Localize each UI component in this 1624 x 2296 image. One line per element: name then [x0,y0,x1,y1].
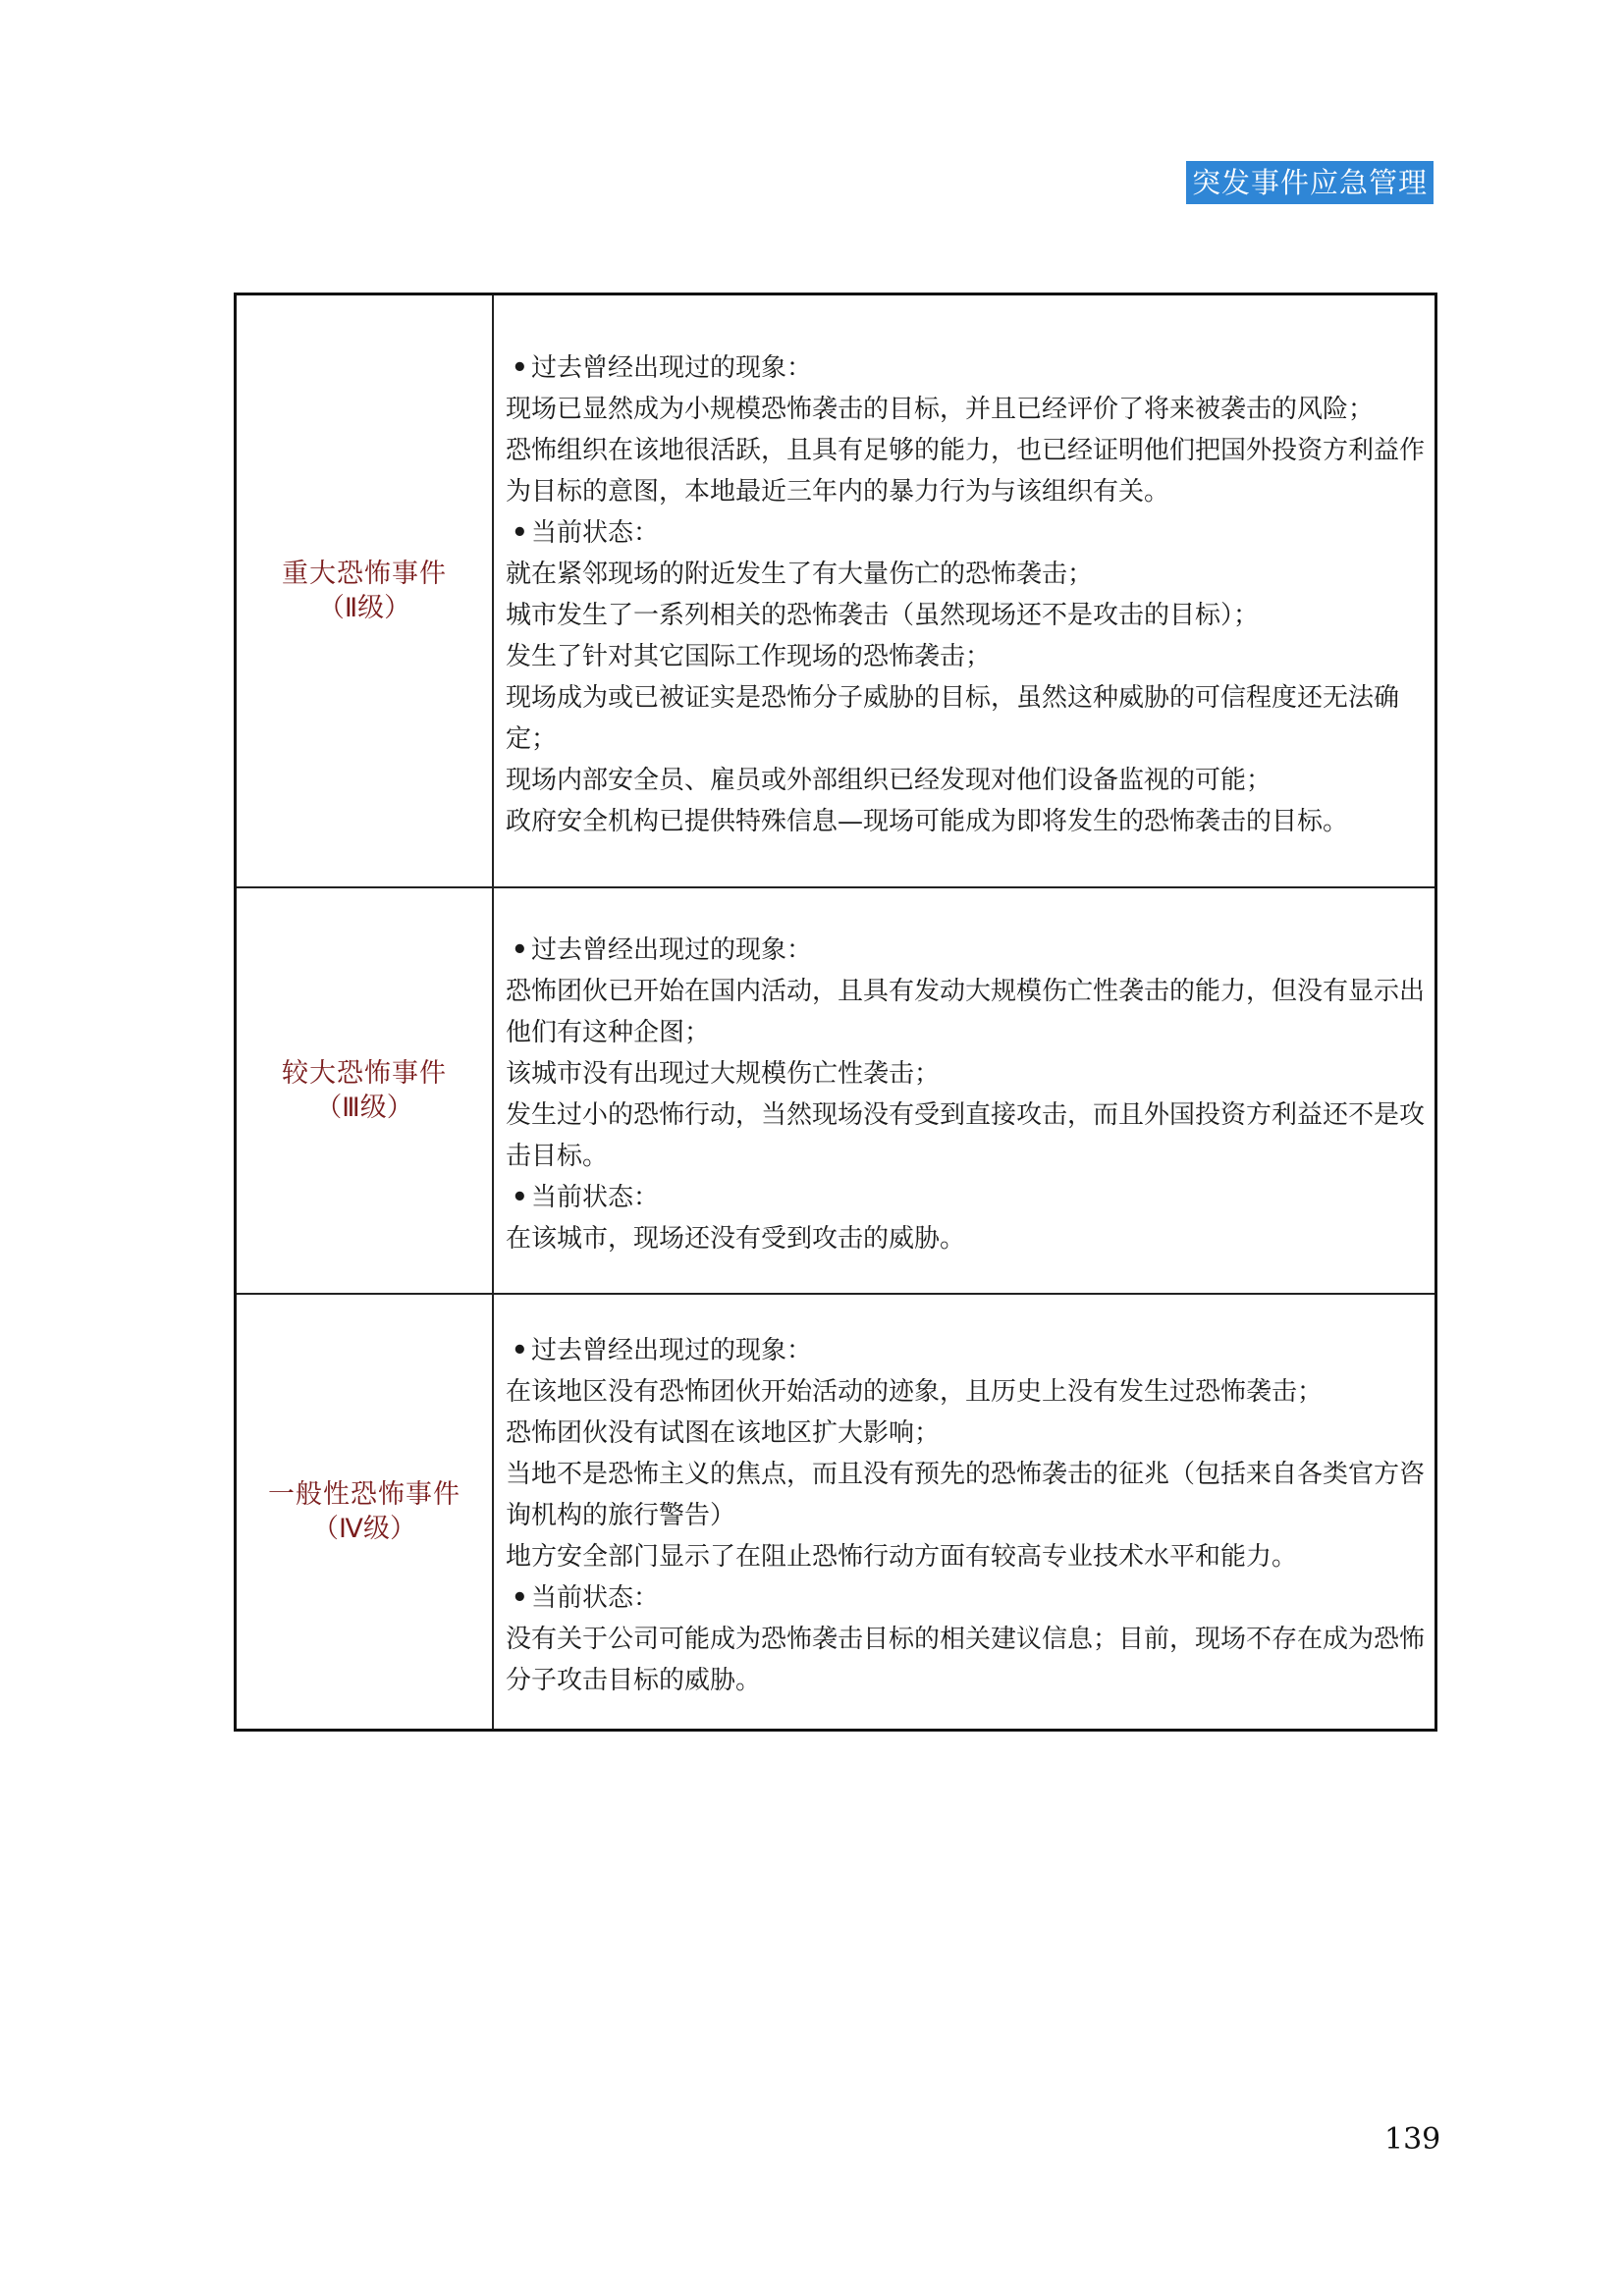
level-grade: （Ⅳ级） [312,1514,416,1544]
level-cell [236,1294,494,1731]
table-row [236,294,1436,888]
list-item: 该城市没有出现过大规模伤亡性袭击； [506,1059,941,1089]
page-number: 139 [1384,2122,1441,2157]
current-heading: • 当前状态： [506,1177,1431,1218]
description-cell [493,294,1436,888]
bullet-icon: • [512,353,528,383]
level-name: 较大恐怖事件 [282,1058,447,1089]
level-name: 重大恐怖事件 [282,559,447,589]
level-grade: （Ⅱ级） [317,593,411,623]
list-item: 发生过小的恐怖行动，当然现场没有受到直接攻击，而且外国投资方利益还不是攻击目标。 [506,1100,1426,1171]
past-heading: • 过去曾经出现过的现象： [506,930,1431,971]
current-heading: • 当前状态： [506,512,1431,554]
bullet-icon: • [512,935,528,965]
bullet-icon: • [512,1336,528,1365]
current-heading: • 当前状态： [506,1577,1431,1619]
list-item: 在该城市，现场还没有受到攻击的威胁。 [506,1224,966,1254]
description-cell [493,1294,1436,1731]
level-name: 一般性恐怖事件 [268,1479,460,1510]
list-item: 发生了针对其它国际工作现场的恐怖袭击； [506,642,992,671]
list-item: 现场内部安全员、雇员或外部组织已经发现对他们设备监视的可能； [506,766,1272,795]
level-cell [236,294,494,888]
terror-level-table [234,293,1437,1732]
section-header-tag: 突发事件应急管理 [1186,161,1434,204]
bullet-icon: • [512,518,528,548]
list-item: 当地不是恐怖主义的焦点，而且没有预先的恐怖袭击的征兆（包括来自各类官方咨询机构的旅行警告） [506,1460,1426,1530]
bullet-icon: • [512,1583,528,1613]
table-row [236,887,1436,1294]
list-item: 没有关于公司可能成为恐怖袭击目标的相关建议信息；目前，现场不存在成为恐怖分子攻击目标的威胁。 [506,1625,1426,1695]
past-heading: • 过去曾经出现过的现象： [506,1330,1431,1371]
list-item: 恐怖团伙没有试图在该地区扩大影响； [506,1418,941,1448]
list-item: 现场成为或已被证实是恐怖分子威胁的目标，虽然这种威胁的可信程度还无法确定； [506,683,1400,754]
level-cell [236,887,494,1294]
list-item: 恐怖组织在该地很活跃，且具有足够的能力，也已经证明他们把国外投资方利益作为目标的意图，本地最近三年内的暴力行为与该组织有关。 [506,436,1426,507]
description-cell [493,887,1436,1294]
bullet-icon: • [512,1183,528,1212]
level-grade: （Ⅲ级） [315,1093,413,1123]
past-heading: • 过去曾经出现过的现象： [506,347,1431,389]
list-item: 恐怖团伙已开始在国内活动，且具有发动大规模伤亡性袭击的能力，但没有显示出他们有这种企图； [506,977,1426,1047]
list-item: 在该地区没有恐怖团伙开始活动的迹象，且历史上没有发生过恐怖袭击； [506,1377,1324,1407]
list-item: 就在紧邻现场的附近发生了有大量伤亡的恐怖袭击； [506,560,1094,589]
list-item: 地方安全部门显示了在阻止恐怖行动方面有较高专业技术水平和能力。 [506,1542,1298,1572]
list-item: 城市发生了一系列相关的恐怖袭击（虽然现场还不是攻击的目标）； [506,601,1260,630]
list-item: 现场已显然成为小规模恐怖袭击的目标，并且已经评价了将来被袭击的风险； [506,395,1375,424]
table-row [236,1294,1436,1731]
list-item: 政府安全机构已提供特殊信息—现场可能成为即将发生的恐怖袭击的目标。 [506,807,1349,836]
